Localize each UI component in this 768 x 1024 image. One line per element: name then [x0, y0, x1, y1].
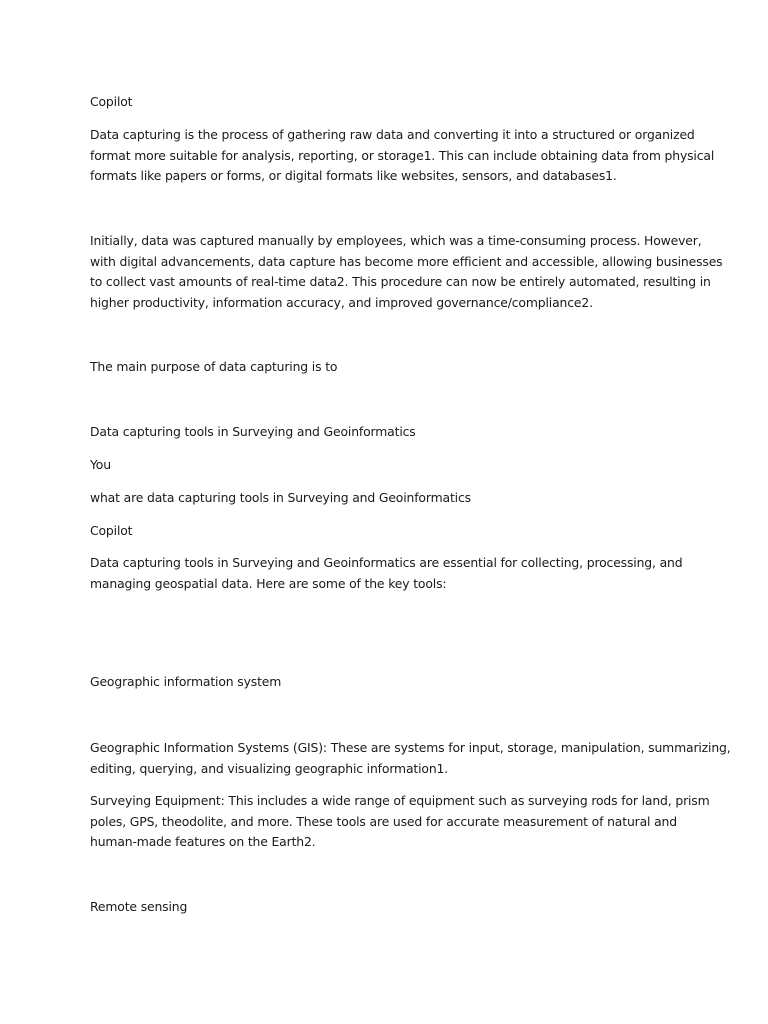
- text-line: Data capturing tools in Surveying and Geoinformatics are essential for collecting, processing, and: [90, 555, 683, 570]
- text-line: format more suitable for analysis, reporting, or storage1. This can include obtaining data from physical: [90, 147, 715, 163]
- text-line: managing geospatial data. Here are some of the key tools:: [90, 575, 447, 591]
- paragraph-history: [90, 231, 723, 313]
- heading-remote-sensing: Remote sensing: [90, 899, 188, 914]
- heading-data-capturing-tools: Data capturing tools in Surveying and Geoinformatics: [90, 424, 416, 439]
- paragraph-tools-intro: [90, 553, 690, 594]
- text-line: Surveying Equipment: This includes a wide range of equipment such as surveying rods for land, prism: [90, 793, 710, 808]
- text-line: Data capturing is the process of gathering raw data and converting it into a structured or organized: [90, 127, 695, 142]
- text-line: higher productivity, information accuracy, and improved governance/compliance2.: [90, 294, 593, 310]
- text-line: Geographic Information Systems (GIS): These are systems for input, storage, manipulation, summarizing,: [90, 740, 731, 755]
- paragraph-gis: [90, 738, 731, 779]
- paragraph-data-capturing-definition: [90, 125, 715, 187]
- heading-gis: Geographic information system: [90, 674, 282, 689]
- paragraph-main-purpose: The main purpose of data capturing is to: [90, 359, 338, 374]
- speaker-label-copilot: Copilot: [90, 94, 133, 109]
- user-question: what are data capturing tools in Surveying and Geoinformatics: [90, 490, 471, 505]
- speaker-label-copilot-2: Copilot: [90, 523, 133, 538]
- text-line: editing, querying, and visualizing geographic information1.: [90, 760, 449, 776]
- text-line: formats like papers or forms, or digital formats like websites, sensors, and databases1.: [90, 168, 617, 183]
- text-line: Initially, data was captured manually by employees, which was a time-consuming process. However,: [90, 233, 702, 248]
- text-line: to collect vast amounts of real-time data2. This procedure can now be entirely automated, resulting in: [90, 274, 711, 289]
- text-line: with digital advancements, data capture has become more efficient and accessible, allowing businesses: [90, 253, 723, 269]
- speaker-label-you: You: [90, 457, 111, 472]
- text-line: poles, GPS, theodolite, and more. These tools are used for accurate measurement of natural and: [90, 813, 677, 829]
- paragraph-surveying-equipment: [90, 791, 710, 853]
- text-line: human-made features on the Earth2.: [90, 834, 316, 849]
